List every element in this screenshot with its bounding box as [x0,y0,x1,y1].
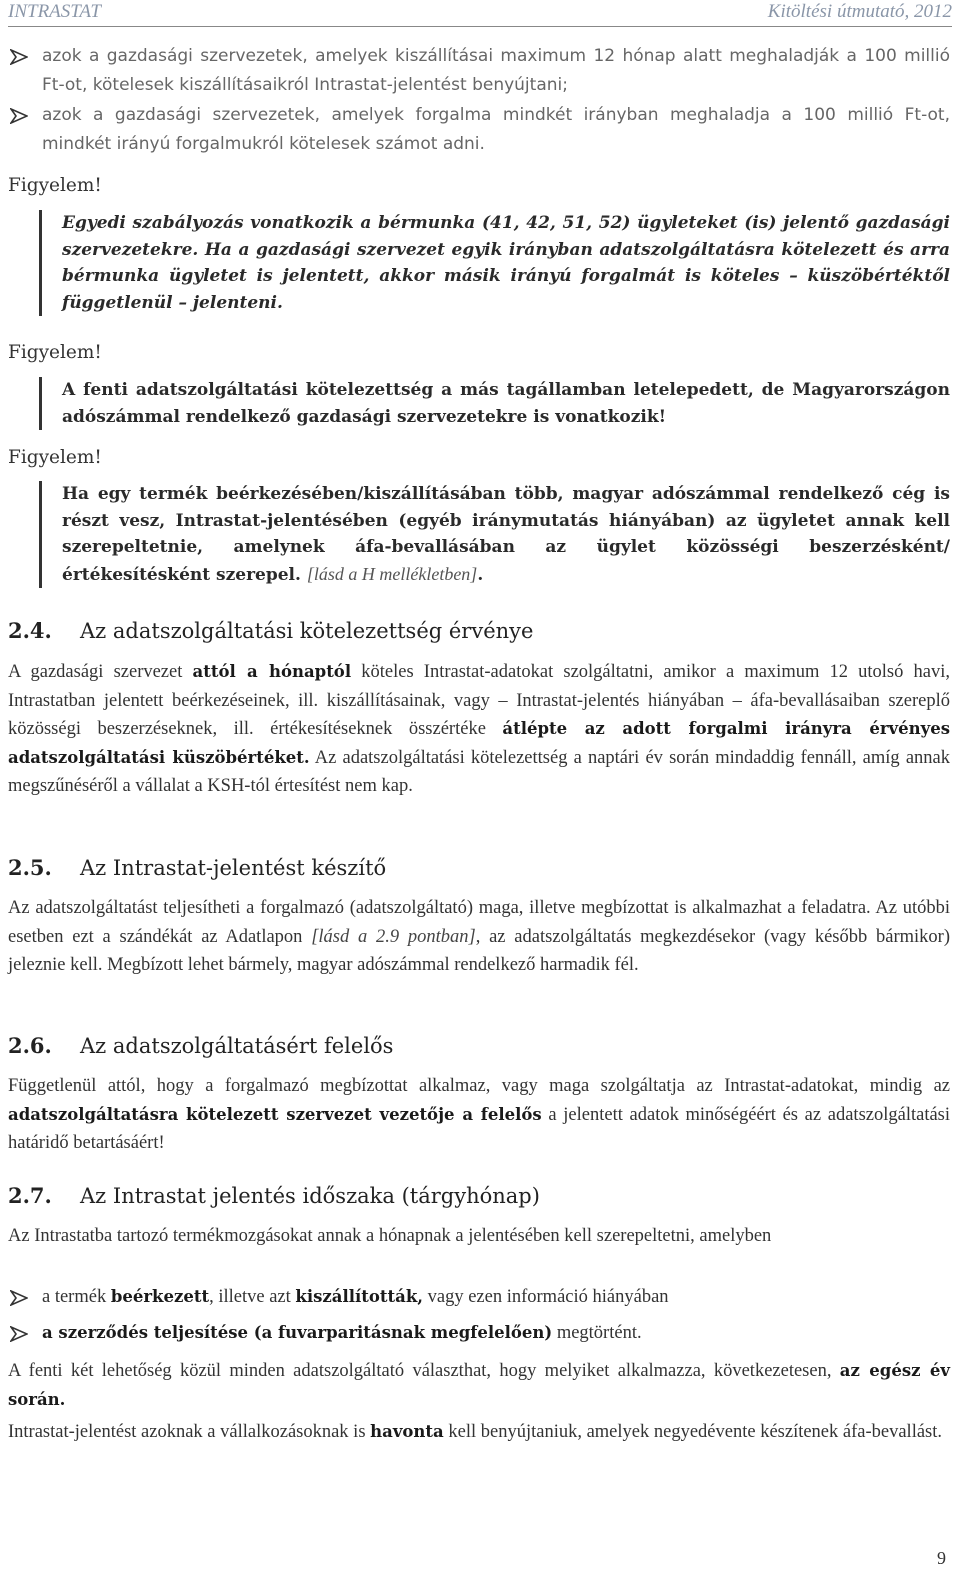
section-heading [8,855,386,880]
section-title: Az Intrastat jelentés időszaka (tárgyhónap) [80,1184,540,1208]
text-run: , illetve azt [209,1287,296,1307]
bold-run: az egész év során. [8,1361,951,1409]
warning-note: Egyedi szabályozás vonatkozik a bérmunka (41, 42, 51, 52) ügyleteket (is) jelentő gazdasági szervezetekre. Ha a gazdasági szervezet egyik irányban adatszolgáltatásra kötelezett és arra bérmunka ügyletet is jelentett, akkor másik irányú forgalmát is köteles – küszöbértéktől függetlenül – jelenteni. [39,210,950,316]
bold-run: a szerződés teljesítése (a fuvarparitásnak megfelelően) [42,1323,553,1342]
bold-run: adatszolgáltatásra kötelezett szervezet vezetője a felelős [8,1104,542,1124]
reference-link[interactable]: [lásd a 2.9 pontban] [311,926,476,947]
section-paragraph [8,658,950,801]
bold-run: havonta [370,1422,444,1441]
text-run: vagy ezen információ hiányában [423,1287,669,1307]
header-right: Kitöltési útmutató, 2012 [767,1,952,22]
text-run: A gazdasági szervezet [8,662,193,682]
text-run: , az adatszolgáltatás megkezdésekor (vagy később bármikor) jeleznie kell. Megbízott lehet bármely, magyar adószámmal rendelkező harmadik fél. [8,926,950,975]
bold-run: átlépte az adott forgalmi irányra érvényes adatszolgáltatási küszöbértéket. [8,719,950,767]
arrow-bullet-icon [8,101,30,130]
note-text: Ha egy termék beérkezésében/kiszállításában több, magyar adószámmal rendelkező cég is részt vesz, Intrastat-jelentésében (egyéb iránymutatás hiányában) az ügyletet annak kell szerepeltetnie, amelynek áfa-bevallásában az ügylet közösségi beszerzésként/értékesítésként szerepel. [62,484,950,585]
section-heading [8,1183,540,1208]
section-paragraph [8,1357,950,1414]
text-run: a jelentett adatok minőségéért és az adatszolgáltatási határidő betartásáért! [8,1104,951,1153]
reference-link[interactable]: [lásd a H mellékletben] [306,563,478,584]
section-paragraph: Az Intrastatba tartozó termékmozgásokat annak a hónapnak a jelentésében kell szerepeltetni, amelyben [8,1226,772,1246]
section-title: Az adatszolgáltatási kötelezettség érvénye [80,619,534,643]
warning-note [39,481,950,588]
section-heading [8,618,533,643]
header-left: INTRASTAT [8,1,101,22]
text-run: Intrastat-jelentést azoknak a vállalkozásoknak is [8,1422,371,1442]
bold-run: beérkezett [110,1287,210,1306]
period-bullet [8,1283,950,1311]
text-run: A fenti két lehetőség közül minden adatszolgáltató választhat, hogy melyiket alkalmazza, következetesen, [8,1361,840,1381]
section-paragraph [8,1418,950,1447]
arrow-bullet-icon [8,42,30,71]
section-number: 2.4. [8,618,52,643]
section-heading [8,1033,393,1058]
section-title: Az adatszolgáltatásért felelős [80,1034,394,1058]
page-header [8,0,952,27]
text-run: a termék [42,1287,111,1307]
warning-label: Figyelem! [8,175,102,196]
intro-bullet [8,42,950,100]
section-title: Az Intrastat-jelentést készítő [80,856,387,880]
section-number: 2.5. [8,855,52,880]
period-bullet [8,1319,950,1347]
note-tail: . [477,564,484,585]
page-number: 9 [937,1548,946,1568]
intro-bullet [8,101,950,159]
text-run: köteles Intrastat-adatokat szolgáltatni, amikor a maximum 12 utolsó havi, Intrastatban jelentett beérkezéseinek, ill. kiszállításainak, vagy – Intrastat-jelentés hiányában – áfa-bevallásaiban szereplő közösségi beszerzéseknek, ill. értékesítéseknek összértéke [8,662,950,739]
intro-bullet-text: azok a gazdasági szervezetek, amelyek kiszállításai maximum 12 hónap alatt meghaladják a 100 millió Ft-ot, kötelesek kiszállításaikról Intrastat-jelentést benyújtani; [42,46,950,95]
period-bullet-text [42,1319,950,1347]
text-run: megtörtént. [552,1323,642,1343]
section-number: 2.7. [8,1183,52,1208]
bold-run: attól a hónaptól [192,662,352,681]
intro-bullet-text: azok a gazdasági szervezetek, amelyek forgalma mindkét irányban meghaladja a 100 millió Ft-ot, mindkét irányú forgalmukról kötelesek számot adni. [42,105,950,154]
warning-label: Figyelem! [8,342,102,363]
text-run: kell benyújtaniuk, amelyek negyedévente készítenek áfa-bevallást. [443,1422,943,1442]
period-bullet-text [42,1283,950,1311]
text-run: Az adatszolgáltatási kötelezettség a naptári év során mindaddig fennáll, amíg annak megszűnéséről a vállalat a KSH-tól értesítést nem kap. [8,747,950,796]
bold-run: kiszállították, [295,1287,423,1306]
text-run: Függetlenül attól, hogy a forgalmazó megbízottat alkalmaz, vagy maga szolgáltatja az Intrastat-adatokat, mindig az [8,1076,950,1096]
arrow-bullet-icon [8,1283,30,1312]
section-paragraph [8,894,950,980]
section-number: 2.6. [8,1033,52,1058]
text-run: Az adatszolgáltatást teljesítheti a forgalmazó (adatszolgáltató) maga, illetve megbízottat is alkalmazhat a feladatra. Az utóbbi esetben ezt a szándékát az Adatlapon [8,898,950,947]
warning-label: Figyelem! [8,447,102,468]
section-paragraph [8,1072,950,1158]
warning-note: A fenti adatszolgáltatási kötelezettség a más tagállamban letelepedett, de Magyarországon adószámmal rendelkező gazdasági szervezetekre is vonatkozik! [39,377,950,430]
arrow-bullet-icon [8,1319,30,1348]
